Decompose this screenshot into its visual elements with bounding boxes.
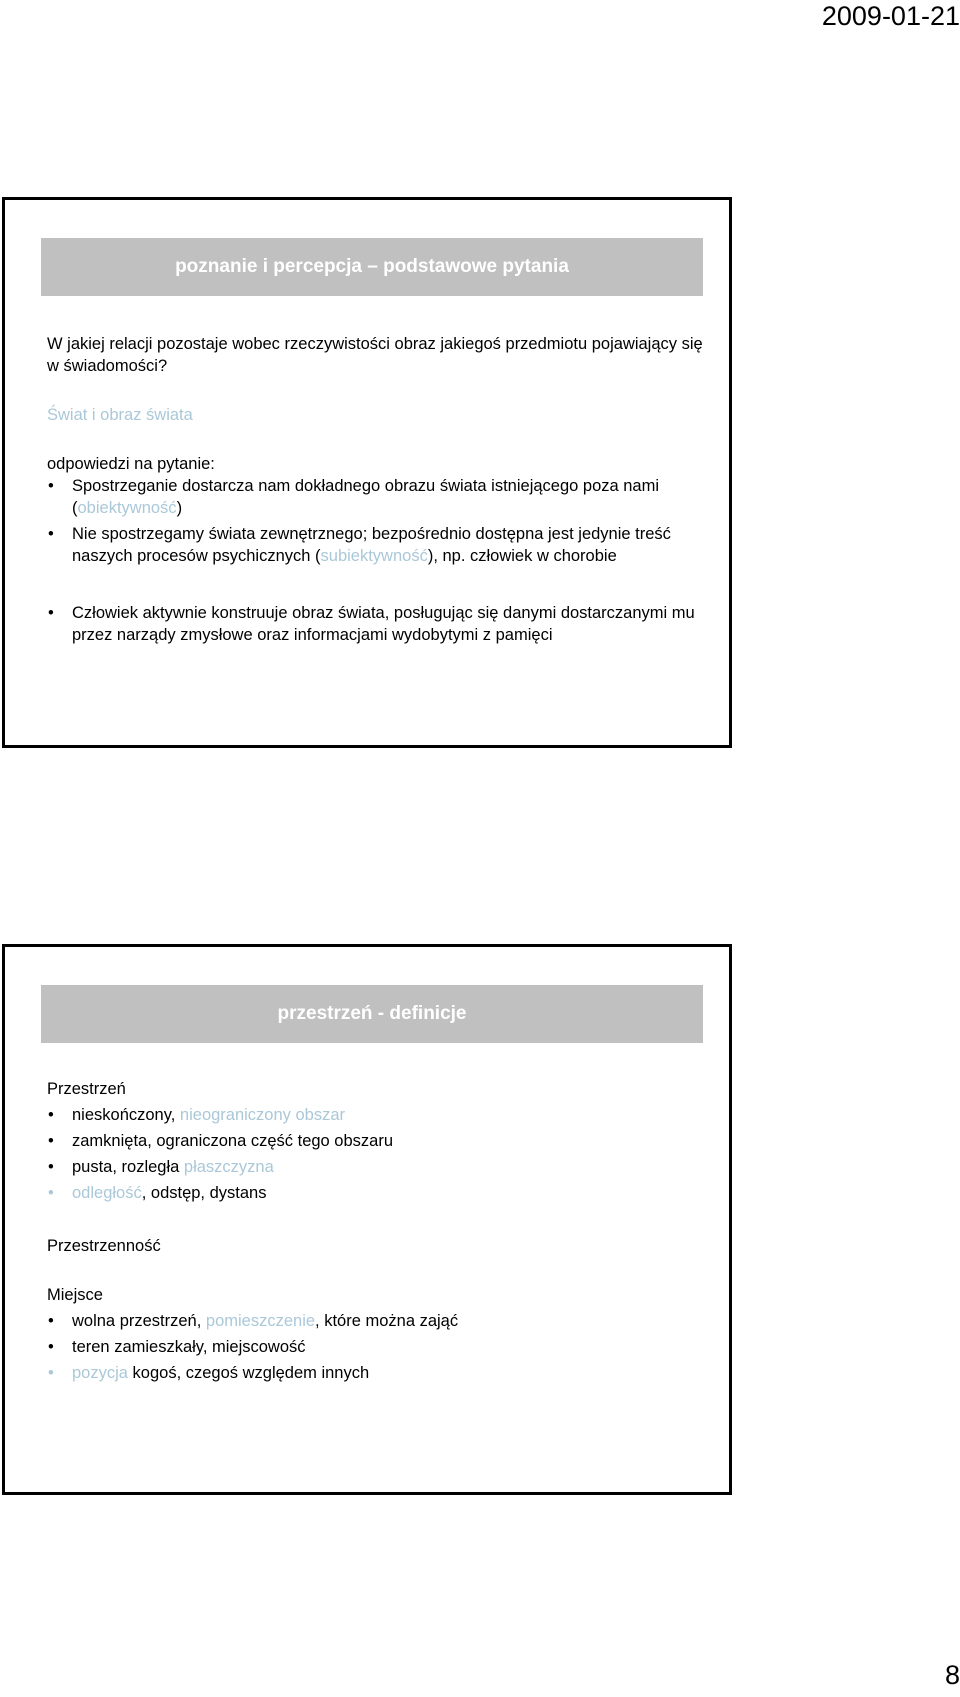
bullet-text: Nie spostrzegamy świata zewnętrznego; bezpośrednio dostępna jest jedynie treść naszych procesów psychicznych (	[72, 525, 671, 565]
list-item	[47, 1310, 707, 1332]
item-text: , odstęp, dystans	[141, 1184, 267, 1202]
item-text: kogoś, czegoś względem innych	[127, 1364, 370, 1382]
place-definitions-list	[47, 1310, 707, 1384]
page-number: 8	[944, 1660, 960, 1690]
item-text: , które można zająć	[315, 1312, 459, 1330]
list-item	[47, 523, 707, 567]
highlight-term: płaszczyzna	[183, 1158, 274, 1176]
list-item	[47, 1182, 707, 1204]
bullet-text: ), np. człowiek w chorobie	[427, 547, 617, 565]
space-definitions-list	[47, 1104, 707, 1204]
slide-2-body	[47, 1078, 707, 1388]
list-item	[47, 1156, 707, 1178]
highlight-term: subiektywność	[320, 547, 428, 565]
section-heading-place: Miejsce	[47, 1286, 103, 1304]
highlight-term: pozycja	[72, 1364, 128, 1382]
item-text: wolna przestrzeń,	[72, 1312, 206, 1330]
bullet-text: )	[176, 499, 183, 517]
answers-list-2	[47, 602, 707, 646]
item-text: zamknięta, ograniczona część tego obszaru	[72, 1132, 394, 1150]
answers-intro: odpowiedzi na pytanie:	[47, 455, 215, 473]
list-item	[47, 1104, 707, 1126]
slide-1-title: poznanie i percepcja – podstawowe pytania	[41, 238, 703, 296]
page-date: 2009-01-21	[821, 1, 960, 31]
bullet-text: Człowiek aktywnie konstruuje obraz świata, posługując się danymi dostarczanymi mu przez narządy zmysłowe oraz informacjami wydobytymi z pamięci	[72, 604, 695, 644]
slide-2-title: przestrzeń - definicje	[41, 985, 703, 1043]
section-heading-space: Przestrzeń	[47, 1080, 126, 1098]
list-item	[47, 1130, 707, 1152]
question-text: W jakiej relacji pozostaje wobec rzeczywistości obraz jakiegoś przedmiotu pojawiający się w świadomości?	[47, 335, 703, 375]
highlight-term: obiektywność	[77, 499, 177, 517]
list-item	[47, 475, 707, 519]
slide-2	[2, 944, 732, 1495]
highlight-term: pomieszczenie	[205, 1312, 316, 1330]
highlight-term: odległość	[72, 1184, 142, 1202]
section-heading-spatiality: Przestrzenność	[47, 1237, 161, 1255]
subheading-world: Świat i obraz świata	[47, 406, 193, 424]
slide-1	[2, 197, 732, 748]
list-item	[47, 602, 707, 646]
list-item	[47, 1336, 707, 1358]
bullet-text: Spostrzeganie dostarcza nam dokładnego obrazu świata istniejącego poza nami (	[72, 477, 660, 517]
answers-list	[47, 475, 707, 567]
item-text: nieskończony,	[72, 1106, 180, 1124]
list-item	[47, 1362, 707, 1384]
item-text: teren zamieszkały, miejscowość	[72, 1338, 306, 1356]
highlight-term: nieograniczony obszar	[179, 1106, 346, 1124]
slide-1-body	[47, 333, 707, 650]
item-text: pusta, rozległa	[72, 1158, 184, 1176]
